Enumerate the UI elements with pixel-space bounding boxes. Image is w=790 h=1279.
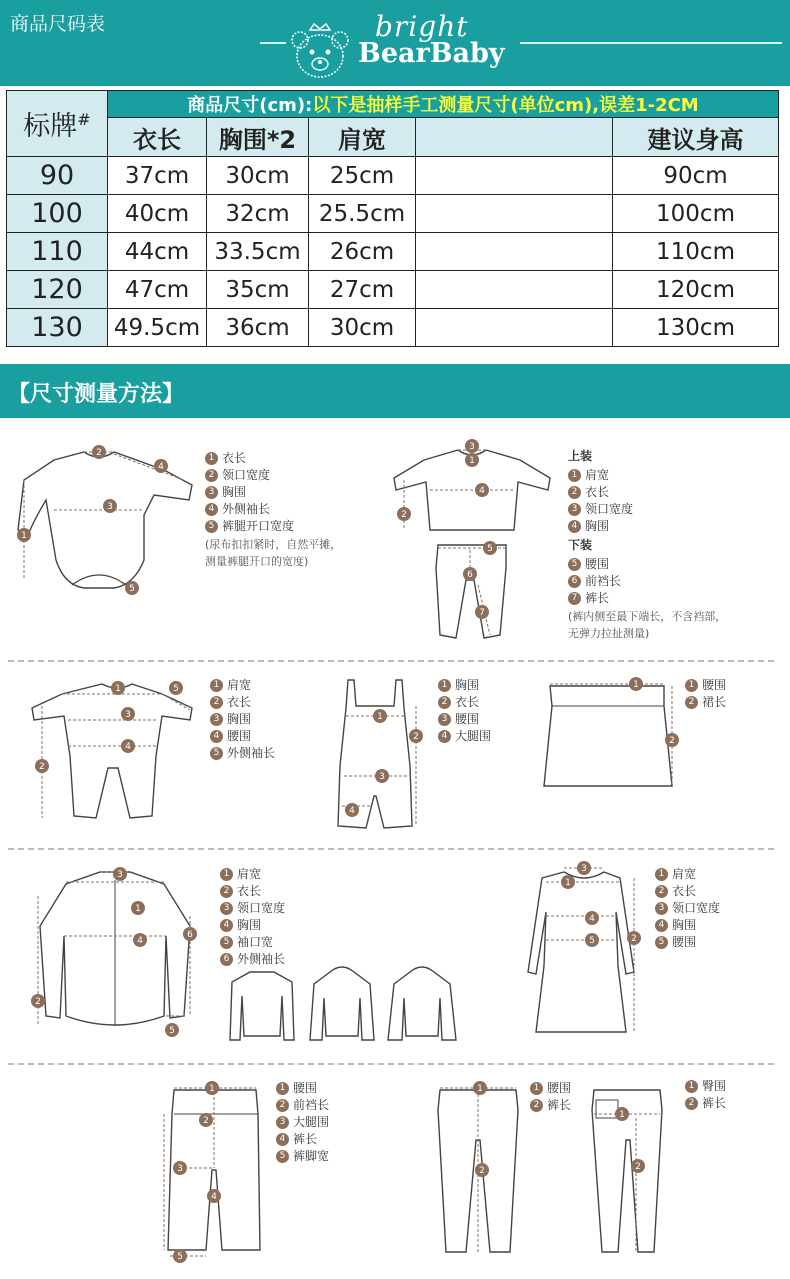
svg-text:4: 4: [158, 462, 164, 472]
pants-legend: 1 腰围 2 前裆长 3 大腿围 4 裤长 5 裤脚宽: [276, 1080, 329, 1165]
svg-text:2: 2: [39, 762, 45, 772]
cell-blank: [416, 195, 613, 233]
column-header-shoulder: 肩宽: [309, 118, 416, 157]
cell-shoulder: 25.5cm: [309, 195, 416, 233]
row-tag: 120: [7, 271, 108, 309]
table-row: [7, 195, 779, 233]
svg-text:2: 2: [401, 510, 407, 520]
svg-text:2: 2: [96, 448, 102, 458]
svg-text:3: 3: [107, 502, 113, 512]
svg-text:4: 4: [211, 1192, 217, 1202]
pants-illustration: [160, 1080, 270, 1260]
svg-text:2: 2: [631, 934, 637, 944]
cell-height: 90cm: [613, 157, 779, 195]
svg-text:1: 1: [619, 1110, 625, 1120]
romper-legend: 1 肩宽 2 衣长 3 胸围 4 腰围 5 外侧袖长: [210, 677, 275, 762]
row-tag: 130: [7, 309, 108, 347]
svg-text:2: 2: [635, 1162, 641, 1172]
svg-text:5: 5: [589, 936, 595, 946]
cell-length: 40cm: [108, 195, 207, 233]
svg-text:2: 2: [35, 997, 41, 1007]
svg-text:2: 2: [413, 732, 419, 742]
cell-chest: 35cm: [207, 271, 309, 309]
divider: [8, 660, 774, 662]
measurement-section-bar: [0, 364, 790, 418]
tights-legend: 1 臀围 2 裤长: [685, 1078, 726, 1112]
dress-illustration: [516, 862, 651, 1042]
svg-text:7: 7: [479, 608, 485, 618]
divider: [8, 1063, 774, 1065]
cell-height: 100cm: [613, 195, 779, 233]
svg-text:4: 4: [589, 914, 595, 924]
divider: [8, 848, 774, 850]
header-divider-left: [260, 42, 286, 44]
cell-chest: 30cm: [207, 157, 309, 195]
svg-text:2: 2: [479, 1166, 485, 1176]
cell-length: 47cm: [108, 271, 207, 309]
cell-height: 110cm: [613, 233, 779, 271]
bodysuit-legend: 1 衣长 2 领口宽度 3 胸围 4 外侧袖长 5 裤腿开口宽度 (尿布扣扣紧时，自然平摊， 测量裤腿开口的宽度): [205, 451, 342, 568]
cell-chest: 33.5cm: [207, 233, 309, 271]
svg-text:1: 1: [469, 456, 475, 466]
svg-text:1: 1: [209, 1084, 215, 1094]
cell-shoulder: 30cm: [309, 309, 416, 347]
svg-text:5: 5: [169, 1026, 175, 1036]
leggings-legend: 1 腰围 2 裤长: [530, 1080, 571, 1114]
svg-text:4: 4: [125, 742, 131, 752]
romper-illustration: [22, 676, 202, 826]
column-header-blank: [416, 118, 613, 157]
svg-text:6: 6: [187, 930, 193, 940]
cell-chest: 32cm: [207, 195, 309, 233]
size-table: [6, 90, 779, 347]
brand-name-top: bright: [375, 10, 469, 43]
column-header-chest: 胸围*2: [207, 118, 309, 157]
table-row: [7, 309, 779, 347]
page-title: 商品尺码表: [10, 13, 106, 35]
cell-length: 49.5cm: [108, 309, 207, 347]
section-title: 【尺寸测量方法】: [8, 382, 185, 407]
cell-blank: [416, 233, 613, 271]
row-tag: 90: [7, 157, 108, 195]
skirt-legend: 1 腰围 2 裙长: [685, 677, 726, 711]
svg-text:3: 3: [117, 870, 123, 880]
svg-text:3: 3: [469, 442, 475, 452]
svg-text:2: 2: [203, 1116, 209, 1126]
header-banner: [0, 0, 790, 86]
svg-text:1: 1: [633, 680, 639, 690]
jumpsuit-illustration: [320, 676, 430, 836]
row-tag: 110: [7, 233, 108, 271]
cell-shoulder: 25cm: [309, 157, 416, 195]
two-piece-set-legend: 上装 1 肩宽 2 衣长 3 领口宽度 4 胸围 下装 5 腰围 6 前裆长 7 裤长 (裤内侧至最下端长，不含裆部， 无弹力拉扯测量): [568, 449, 727, 640]
table-row: [7, 157, 779, 195]
column-header-height: 建议身高: [613, 118, 779, 157]
jumpsuit-legend: 1 胸围 2 衣长 3 腰围 4 大腿围: [438, 677, 491, 745]
svg-text:1: 1: [21, 531, 27, 541]
svg-text:2: 2: [669, 736, 675, 746]
cell-blank: [416, 309, 613, 347]
svg-text:3: 3: [581, 864, 587, 874]
skirt-illustration: [540, 678, 680, 798]
svg-text:5: 5: [177, 1252, 183, 1262]
svg-text:1: 1: [377, 712, 383, 722]
svg-text:1: 1: [477, 1084, 483, 1094]
shirt-illustration: [30, 866, 200, 1041]
cell-shoulder: 26cm: [309, 233, 416, 271]
brand-name-bottom: BearBaby: [358, 38, 505, 69]
svg-text:4: 4: [479, 486, 485, 496]
svg-text:1: 1: [565, 878, 571, 888]
svg-text:3: 3: [125, 710, 131, 720]
tag-header: 标牌#: [7, 91, 108, 157]
cell-shoulder: 27cm: [309, 271, 416, 309]
svg-text:4: 4: [349, 806, 355, 816]
svg-text:4: 4: [137, 936, 143, 946]
cell-length: 44cm: [108, 233, 207, 271]
dress-legend: 1 肩宽 2 衣长 3 领口宽度 4 胸围 5 腰围: [655, 866, 720, 951]
jacket-thumbnails: [230, 962, 460, 1046]
svg-text:3: 3: [379, 772, 385, 782]
cell-length: 37cm: [108, 157, 207, 195]
header-divider-right: [520, 42, 782, 44]
svg-text:6: 6: [467, 570, 473, 580]
row-tag: 100: [7, 195, 108, 233]
table-row: [7, 233, 779, 271]
shirt-legend: 1 肩宽 2 衣长 3 领口宽度 4 胸围 5 袖口宽 6 外侧袖长: [220, 866, 285, 968]
svg-text:3: 3: [177, 1164, 183, 1174]
svg-text:1: 1: [135, 904, 141, 914]
measurement-note: 商品尺寸(cm):以下是抽样手工测量尺寸(单位cm),误差1-2CM: [108, 91, 779, 118]
table-row: [7, 271, 779, 309]
column-header-length: 衣长: [108, 118, 207, 157]
cell-height: 130cm: [613, 309, 779, 347]
cell-blank: [416, 157, 613, 195]
cell-blank: [416, 271, 613, 309]
cell-height: 120cm: [613, 271, 779, 309]
bear-logo-icon: [288, 22, 352, 80]
bodysuit-illustration: [14, 440, 194, 600]
leggings-illustration: [434, 1080, 524, 1260]
svg-text:1: 1: [115, 684, 121, 694]
svg-text:5: 5: [129, 584, 135, 594]
tights-illustration: [588, 1080, 668, 1260]
two-piece-set-illustration: [390, 440, 560, 650]
cell-chest: 36cm: [207, 309, 309, 347]
svg-text:5: 5: [487, 544, 493, 554]
svg-text:5: 5: [173, 684, 179, 694]
